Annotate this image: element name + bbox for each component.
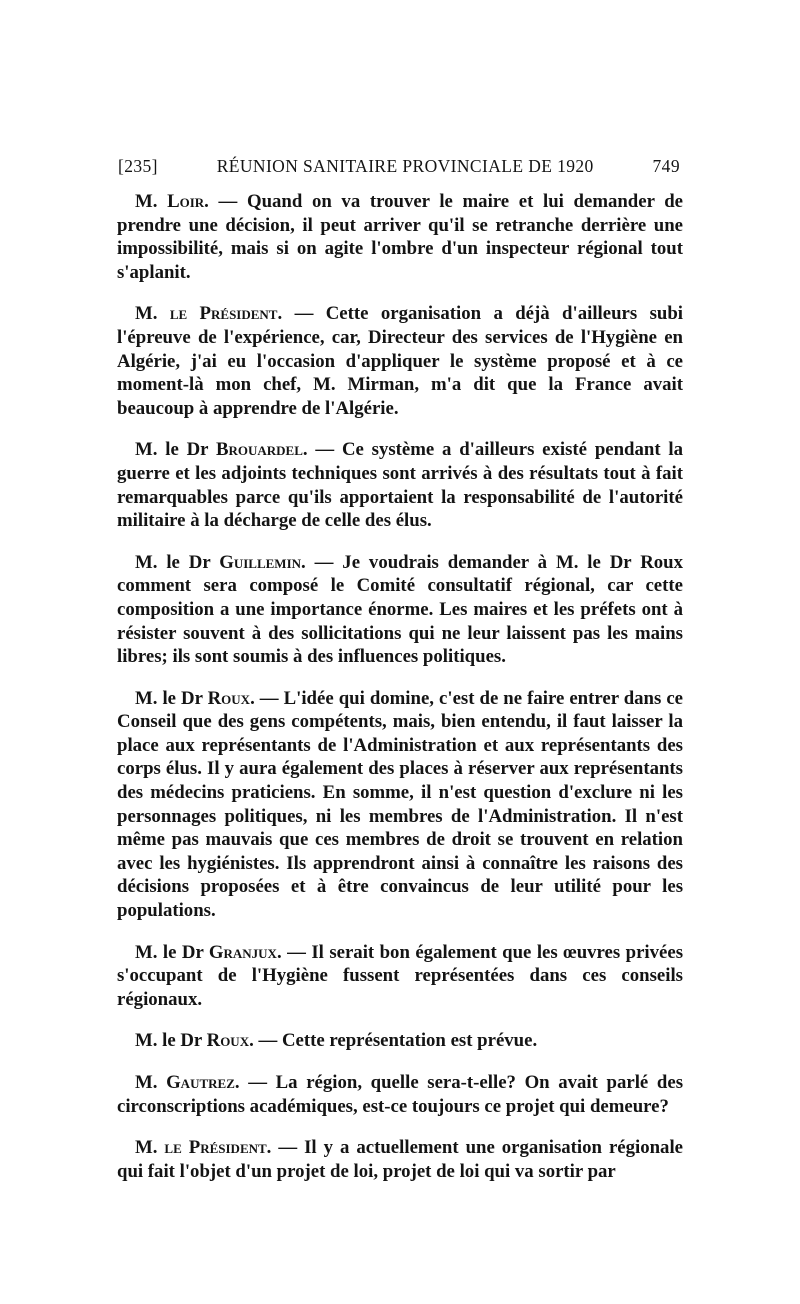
speaker: M. le Dr Granjux. — [135, 941, 306, 963]
paragraph-text: La région, quelle sera-t-elle? On avait parlé des circonscriptions académiques, est-ce toujours ce projet qui demeure? [117, 1072, 684, 1117]
speaker: M. le Dr Guillemin. — [135, 551, 334, 573]
paragraph-gautrez [117, 1071, 683, 1118]
speaker: M. le Président. — [135, 1137, 298, 1159]
speaker: M. Gautrez. — [135, 1072, 267, 1093]
running-header [118, 156, 680, 177]
speaker: M. le Dr Roux. — [135, 687, 279, 709]
paragraph-text: Cette représentation est prévue. [277, 1030, 538, 1052]
paragraph-roux-2 [117, 1029, 683, 1053]
paragraph-text: Je voudrais demander à M. le Dr Roux comment sera composé le Comité consultatif régional, car cette composition a une importance énorme. Les maires et les préfets ont à résister souvent à des sollicitations qui ne leur laissent pas les mains libres; ils sont soumis à des influences politiques. [117, 551, 683, 668]
paragraph-text: Il y a actuellement une organisation régionale qui fait l'objet d'un projet de loi, projet de loi qui va sortir par [117, 1137, 683, 1182]
paragraph-text: Quand on va trouver le maire et lui demander de prendre une décision, il peut arriver qu'il se retranche derrière une impossibilité, mais si on agite l'ombre d'un inspecteur régional tout s'aplanit. [117, 191, 684, 283]
running-title: RÉUNION SANITAIRE PROVINCIALE DE 1920 [216, 156, 594, 176]
paragraph-loir [117, 190, 683, 284]
page-reference: [235] [118, 156, 158, 176]
speaker: M. Loir. — [135, 191, 238, 212]
paragraph-guillemin [117, 551, 683, 669]
speaker: M. le Président. — [135, 303, 314, 325]
paragraph-brouardel [117, 438, 683, 532]
paragraph-president-2 [117, 1136, 683, 1183]
body-text [117, 190, 683, 1201]
paragraph-text: Ce système a d'ailleurs existé pendant la guerre et les adjoints techniques sont arrivés à des résultats tout à fait remarquables parce qu'ils apportaient la responsabilité de l'autorité militaire à la décharge de celle des élus. [117, 439, 683, 532]
paragraph-roux-1 [117, 687, 683, 923]
paragraph-text: Cette organisation a déjà d'ailleurs subi l'épreuve de l'expérience, car, Directeur des services de l'Hygiène en Algérie, j'ai eu l'occasion d'appliquer le système proposé et à ce moment-là mon chef, M. Mirman, m'a dit que la France avait beaucoup à apprendre de l'Algérie. [117, 303, 683, 419]
paragraph-text: Il serait bon également que les œuvres privées s'occupant de l'Hygiène fussent représentées dans ces conseils régionaux. [117, 941, 683, 1010]
speaker: M. le Dr Brouardel. — [135, 439, 335, 461]
paragraph-president-1 [117, 302, 683, 420]
page-number: 749 [652, 156, 680, 176]
paragraph-text: L'idée qui domine, c'est de ne faire entrer dans ce Conseil que des gens compétents, mais, bien entendu, il faut laisser la place aux représentants de l'Administration et aux représentants des corps élus. Il y aura également des places à réserver aux représentants des médecins praticiens. En somme, il n'est question d'exclure ni les personnages politiques, ni les membres de l'Administration. Il n'est même pas mauvais que ces membres de droit se trouvent en relation avec les hygiénistes. Ils apprendront ainsi à connaître les raisons des décisions proposées et à être convaincus de leur utilité pour les populations. [117, 687, 683, 922]
speaker: M. le Dr Roux. — [135, 1030, 278, 1052]
paragraph-granjux [117, 941, 683, 1012]
